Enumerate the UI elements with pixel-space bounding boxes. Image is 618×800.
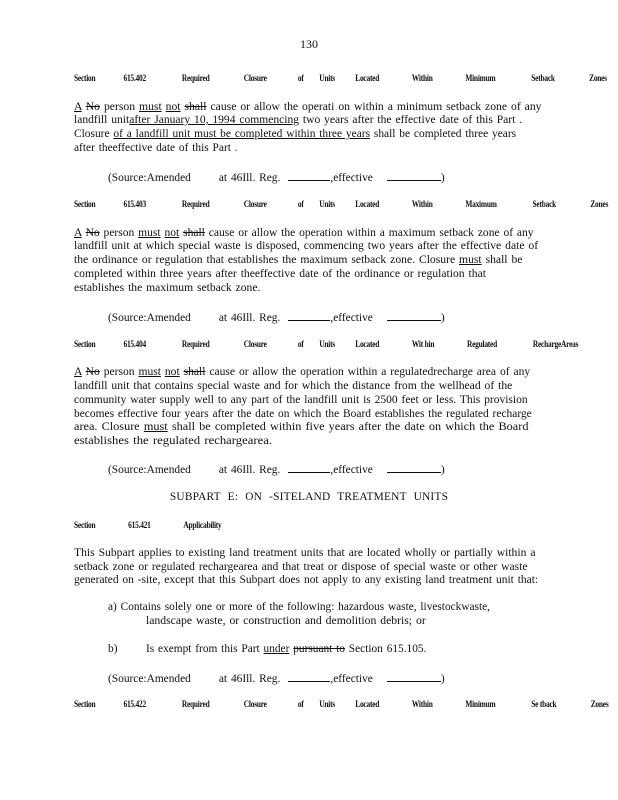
section-heading-615-404 [74,340,578,350]
heading-word: Setback [532,200,557,210]
text-run: shall be completed three years [370,128,517,140]
section-421-line [74,574,538,586]
section-403-line [74,240,538,252]
source-register: at 46Ill. Reg. [218,172,281,184]
heading-word: RechargeAreas [532,340,579,350]
section-heading-615-422 [74,700,609,710]
effective-date-blank[interactable] [387,310,441,321]
text-run: two years after the effective date of this Part . [299,114,523,126]
text-run: establishes the regulated rechargearea. [74,435,272,447]
source-close: ) [440,312,445,324]
text-run: setback zone or regulated rechargearea and that treat or dispose of special waste or other waste [74,561,528,573]
text-run: community water supply well to any part of the landfill unit is 2500 feet or less. This provision [74,394,528,406]
page-number: 130 [300,37,318,51]
source-close: ) [440,464,445,476]
inserted-text: under [263,643,290,655]
section-403-line [74,282,260,294]
text-run: landfill unit [74,114,130,126]
heading-word: Regulated [466,340,497,350]
text-run: cause or allow the operation within a maximum setback zone of any [204,227,534,239]
heading-word: Wit hin [411,340,435,350]
text-run: cause or allow the operation within a regulatedrecharge area of any [205,366,531,378]
section-404-line [74,435,272,447]
heading-word: Section [74,700,96,710]
inserted-text: must [459,254,482,266]
effective-date-blank[interactable] [387,170,441,181]
text-run: landfill unit that contains special waste and for which the distance from the wellhead of the [74,380,513,392]
section-421-line [74,547,535,559]
register-page-blank[interactable] [288,310,330,321]
text-run: landfill unit at which special waste is disposed, commencing two years after the effective date of [74,240,539,252]
text-run: establishes the maximum setback zone. [74,282,261,294]
subpart-title: SUBPART E: ON -SITELAND TREATMENT UNITS [169,491,449,503]
text-run: Closure [74,128,114,140]
text-run: area. Closure [74,421,144,433]
source-register: at 46Ill. Reg. [218,464,281,476]
heading-word: Required [181,74,210,84]
heading-word: Units [319,340,335,350]
source-register: at 46Ill. Reg. [218,312,281,324]
heading-word: Located [355,340,380,350]
text-run: shall be completed within five years after the date on which the Board [167,421,529,433]
source-label: (Source:Amended [108,673,191,685]
source-note-404 [108,462,445,476]
heading-word: Required [181,700,210,710]
section-404-line [74,394,528,406]
section-403-line [74,254,522,266]
deleted-text: shall [184,101,207,113]
heading-word: Section [74,200,96,210]
deleted-text: No [85,366,100,378]
text-run: Section 615.105. [344,643,427,655]
inserted-text: not [164,366,180,378]
heading-word: Within [411,700,433,710]
section-421-line [74,561,527,573]
source-close: ) [440,673,445,685]
heading-word: Closure [243,700,267,710]
text-run: cause or allow the operati on within a minimum setback zone of any [206,101,542,113]
text-run: landscape waste, or construction and demolition debris; or [146,615,426,627]
inserted-text: must [138,101,162,113]
heading-word: Zones [590,200,609,210]
effective-date-blank[interactable] [387,671,441,682]
effective-date-blank[interactable] [387,462,441,473]
source-label: (Source:Amended [108,312,191,324]
heading-word: 615.402 [123,74,146,84]
inserted-text: A [74,227,82,239]
inserted-text: A [74,101,82,113]
section-403-line [74,227,534,239]
text-run: a) Contains solely one or more of the following: hazardous waste, livestockwaste, [108,601,490,613]
section-404-line [74,421,528,433]
heading-word: of [297,74,304,84]
heading-word: Zones [590,700,609,710]
heading-word: Located [355,200,380,210]
section-heading-615-402 [74,74,607,84]
heading-word: Closure [243,200,267,210]
heading-word: Required [181,200,210,210]
inserted-text: must [138,366,161,378]
heading-word: Section [74,340,96,350]
heading-word: Setback [531,74,555,84]
text-run: generated on -site, except that this Subpart does not apply to any existing land treatment unit that: [74,574,539,586]
section-402-line [74,101,542,113]
register-page-blank[interactable] [288,671,330,682]
heading-word: 615.421 [128,521,151,531]
heading-word: Minimum [465,74,496,84]
section-404-line [74,380,512,392]
text-run: person [99,227,139,239]
inserted-text: not [165,101,181,113]
section-402-line [74,142,238,154]
text-run: becomes effective four years after the date on which the Board establishes the regulated recharge [74,408,532,420]
deleted-text: No [85,101,101,113]
heading-word: Located [355,74,380,84]
heading-word: Located [355,700,380,710]
heading-word: Units [319,700,335,710]
heading-word: Closure [243,74,267,84]
section-402-line [74,114,522,126]
text-run: completed within three years after theeffective date of the ordinance or regulation that [74,268,486,280]
source-effective: ,effective [330,464,373,476]
source-effective: ,effective [330,172,373,184]
item-b-text [146,643,426,655]
deleted-text: pursuant to [293,643,345,655]
text-run: This Subpart applies to existing land treatment units that are located wholly or partially within a [74,547,536,559]
heading-word: of [297,340,304,350]
register-page-blank[interactable] [288,462,330,473]
text-run: person [99,366,139,378]
source-note-402 [108,170,445,184]
heading-word: 615.403 [123,200,146,210]
heading-word: Applicability [183,521,222,531]
source-note-403 [108,310,445,324]
deleted-text: shall [183,366,206,378]
item-a-line [146,615,426,627]
heading-word: Minimum [465,700,496,710]
heading-word: Within [411,74,433,84]
text-run: after theeffective date of this Part . [74,142,238,154]
inserted-text: must [138,227,161,239]
heading-word: of [297,700,304,710]
heading-word: Closure [243,340,267,350]
source-register: at 46Ill. Reg. [218,673,281,685]
section-402-line [74,128,516,140]
heading-word: Within [411,200,433,210]
source-label: (Source:Amended [108,172,191,184]
heading-word: Units [319,200,335,210]
source-effective: ,effective [330,673,373,685]
heading-word: 615.422 [123,700,146,710]
text-run: the ordinance or regulation that establishes the maximum setback zone. Closure [74,254,460,266]
heading-word: Section [74,74,96,84]
section-403-line [74,268,486,280]
section-heading-615-403 [74,200,608,210]
inserted-text: not [164,227,180,239]
heading-word: 615.404 [123,340,146,350]
heading-word: Units [319,74,335,84]
heading-word: Se tback [531,700,557,710]
section-404-line [74,408,532,420]
deleted-text: shall [183,227,205,239]
register-page-blank[interactable] [288,170,330,181]
heading-word: of [297,200,304,210]
heading-word: Required [181,340,210,350]
source-label: (Source:Amended [108,464,191,476]
inserted-text: A [74,366,82,378]
heading-word: Section [74,521,96,531]
source-effective: ,effective [330,312,373,324]
text-run: Is exempt from this Part [146,643,264,655]
inserted-text: of a landfill unit must be completed within three years [113,128,371,140]
inserted-text: after January 10, 1994 commencing [129,114,300,126]
inserted-text: must [143,421,168,433]
deleted-text: No [85,227,100,239]
section-404-line [74,366,530,378]
heading-word: Zones [589,74,607,84]
heading-word: Maximum [465,200,497,210]
item-a-line [108,601,490,613]
text-run: shall be [481,254,523,266]
section-heading-615-421 [74,521,222,531]
item-b-label: b) [108,643,118,655]
source-note-421 [108,671,445,685]
text-run: person [100,101,139,113]
source-close: ) [440,172,445,184]
